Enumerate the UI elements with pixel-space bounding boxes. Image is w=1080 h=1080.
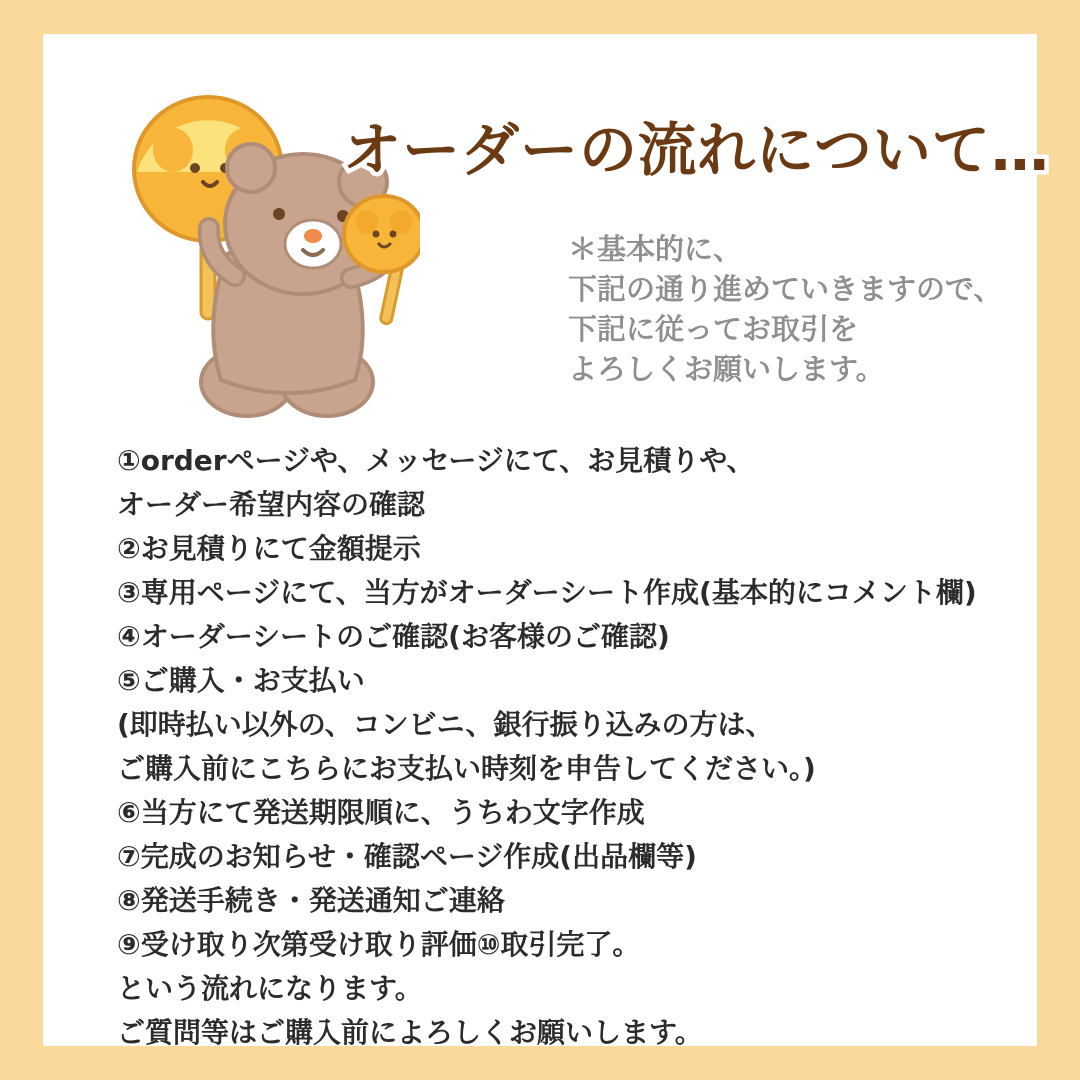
step-line: ③専用ページにて、当方がオーダーシート作成(基本的にコメント欄) <box>117 576 977 609</box>
step-line: という流れになります。 <box>117 972 423 1005</box>
note-line: よろしくお願いします。 <box>568 352 885 386</box>
note-line: ＊基本的に、 <box>568 232 743 266</box>
step-line: ご質問等はご購入前によろしくお願いします。 <box>117 1016 703 1049</box>
step-line: ⑤ご購入・お支払い <box>117 664 365 697</box>
note-block <box>568 229 1028 389</box>
step-line: オーダー希望内容の確認 <box>117 488 426 521</box>
steps-list <box>117 439 1017 1055</box>
note-line: 下記の通り進めていきますので、 <box>568 272 1003 306</box>
step-line: ②お見積りにて金額提示 <box>117 532 421 565</box>
white-card <box>43 34 1050 1049</box>
step-line: ご購入前にこちらにお支払い時刻を申告してください。) <box>117 752 816 785</box>
step-line: ④オーダーシートのご確認(お客様のご確認) <box>117 620 670 653</box>
step-line: ⑧発送手続き・発送通知ご連絡 <box>117 884 505 917</box>
step-line: ⑥当方にて発送期限順に、うちわ文字作成 <box>117 796 645 829</box>
page-title: オーダーの流れについて… <box>343 116 1050 184</box>
step-line: ⑦完成のお知らせ・確認ページ作成(出品欄等) <box>117 840 697 873</box>
step-line: (即時払い以外の、コンビニ、銀行振り込みの方は、 <box>117 708 774 741</box>
step-line: ⑨受け取り次第受け取り評価⑩取引完了。 <box>117 928 641 961</box>
note-line: 下記に従ってお取引を <box>568 312 859 346</box>
step-line: ①orderページや、メッセージにて、お見積りや、 <box>117 444 755 477</box>
